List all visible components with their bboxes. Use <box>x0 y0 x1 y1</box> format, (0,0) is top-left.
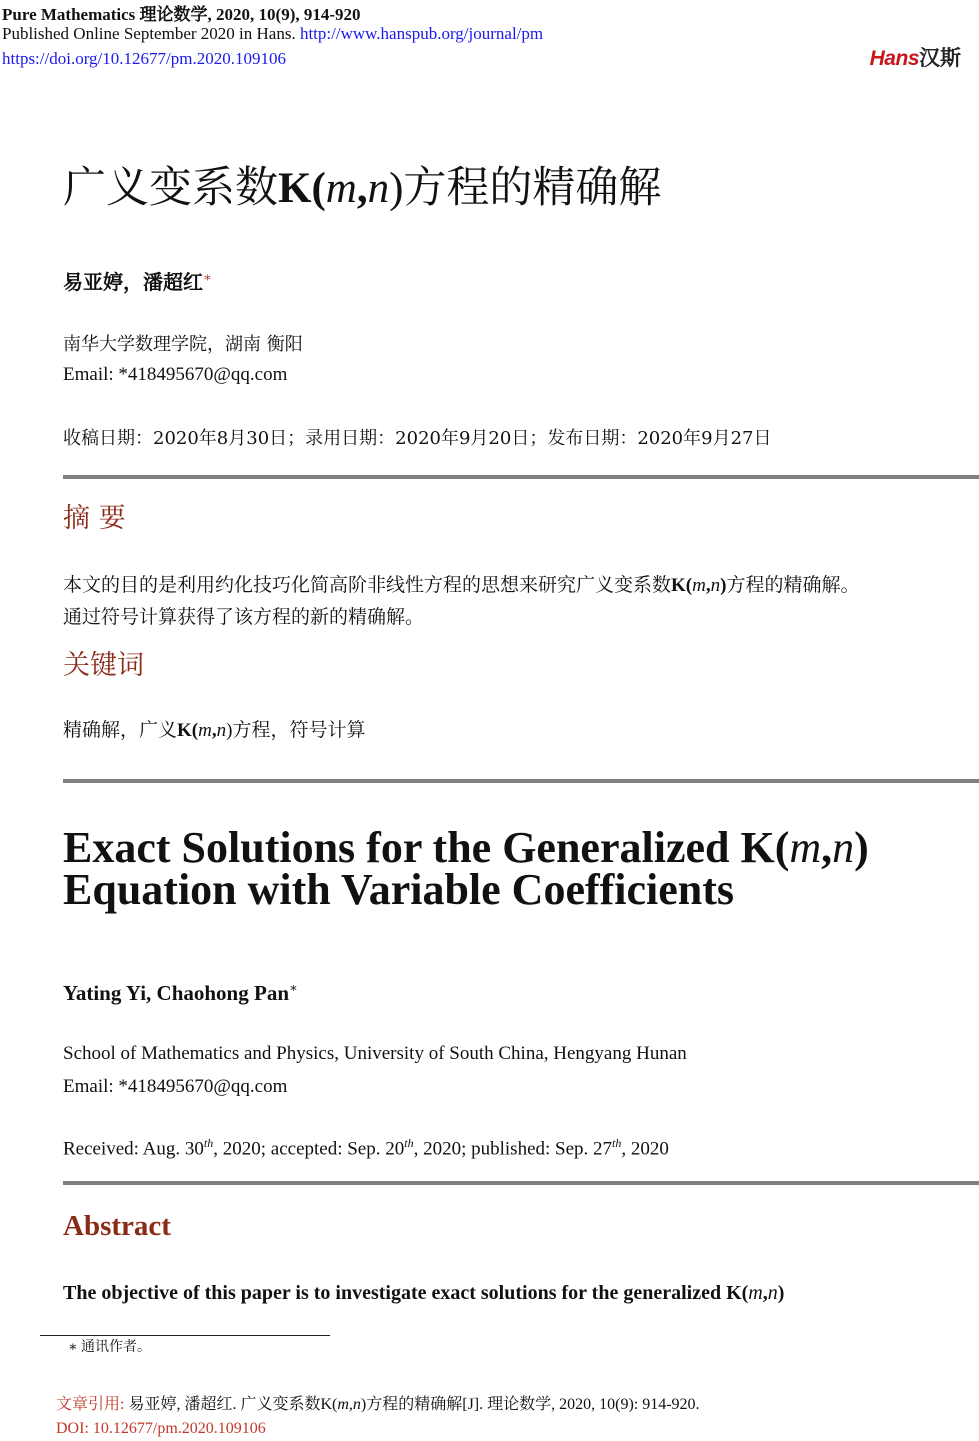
hans-logo <box>870 42 961 72</box>
cn-title-comma: , <box>356 165 368 212</box>
cn-author-names: 易亚婷，潘超红 <box>63 270 203 294</box>
logo-cn: 汉斯 <box>919 47 961 70</box>
cn-abstract-heading: 摘 要 <box>63 503 126 534</box>
cn-title-close: ) <box>389 165 404 212</box>
divider-rule <box>63 475 979 479</box>
en-email: Email: *418495670@qq.com <box>63 1076 288 1097</box>
cn-kw-post: 方程，符号计算 <box>232 719 366 741</box>
en-dates: Received: Aug. 30th, 2020; accepted: Sep. 20th, 2020; published: Sep. 27th, 2020 <box>63 1136 669 1160</box>
en-abstract-line1: The objective of this paper is to investigate exact solutions for the generalized K(m,n) <box>63 1282 785 1304</box>
en-title <box>63 823 869 914</box>
journal-link[interactable]: http://www.hanspub.org/journal/pm <box>299 24 544 43</box>
divider-rule-3 <box>63 1181 979 1185</box>
cn-keywords-heading: 关键词 <box>63 650 144 681</box>
en-authors <box>63 980 298 1006</box>
cn-abstract-line2: 通过符号计算获得了该方程的新的精确解。 <box>63 606 425 628</box>
logo-latin: Hans <box>869 47 919 70</box>
cn-dates: 收稿日期：2020年8月30日；录用日期：2020年9月20日；发布日期：2020年9月27日 <box>63 428 772 449</box>
cn-title-k: K( <box>278 165 326 212</box>
published-text: Published Online September 2020 in Hans. <box>2 24 300 43</box>
footnote: ∗ 通讯作者。 <box>68 1340 152 1355</box>
cn-title-post: 方程的精确解 <box>403 163 662 213</box>
en-author-names: Yating Yi, Chaohong Pan <box>63 981 289 1005</box>
journal-header: Pure Mathematics 理论数学, 2020, 10(9), 914-920 <box>2 5 361 24</box>
publication-line <box>2 24 543 44</box>
cn-title-n: n <box>367 165 390 212</box>
citation-label: 文章引用: <box>56 1396 129 1413</box>
en-abstract-heading: Abstract <box>63 1210 171 1242</box>
en-title-line2: Equation with Variable Coefficients <box>63 865 735 914</box>
cn-title-pre: 广义变系数 <box>63 163 278 213</box>
cn-abstract-line1: 本文的目的是利用约化技巧化简高阶非线性方程的思想来研究广义变系数K(m,n)方程的精确解。 <box>63 574 860 596</box>
cn-abs-post: 方程的精确解。 <box>726 574 860 596</box>
citation-doi[interactable]: DOI: 10.12677/pm.2020.109106 <box>56 1420 266 1437</box>
cn-title-m: m <box>325 165 357 212</box>
citation <box>56 1393 700 1441</box>
corresponding-mark: ∗ <box>203 270 212 286</box>
en-title-line1: Exact Solutions for the Generalized K(m,n) <box>63 823 869 872</box>
cn-affiliation: 南华大学数理学院，湖南 衡阳 <box>63 334 303 355</box>
cn-kw-pre: 精确解，广义 <box>63 719 178 741</box>
en-affiliation: School of Mathematics and Physics, University of South China, Hengyang Hunan <box>63 1043 687 1064</box>
corresponding-mark-en: ∗ <box>289 980 298 995</box>
doi-link[interactable]: https://doi.org/10.12677/pm.2020.109106 <box>2 49 286 68</box>
cn-keywords: 精确解，广义K(m,n)方程，符号计算 <box>63 719 366 741</box>
divider-rule-2 <box>63 779 979 783</box>
cn-title <box>63 154 661 215</box>
cn-abs-pre: 本文的目的是利用约化技巧化简高阶非线性方程的思想来研究广义变系数 <box>63 574 672 596</box>
cn-email: Email: *418495670@qq.com <box>63 364 288 385</box>
cn-authors <box>63 266 212 295</box>
citation-line: 文章引用: 易亚婷, 潘超红. 广义变系数K(m,n)方程的精确解[J]. 理论数学, 2020, 10(9): 914-920. <box>56 1396 700 1413</box>
